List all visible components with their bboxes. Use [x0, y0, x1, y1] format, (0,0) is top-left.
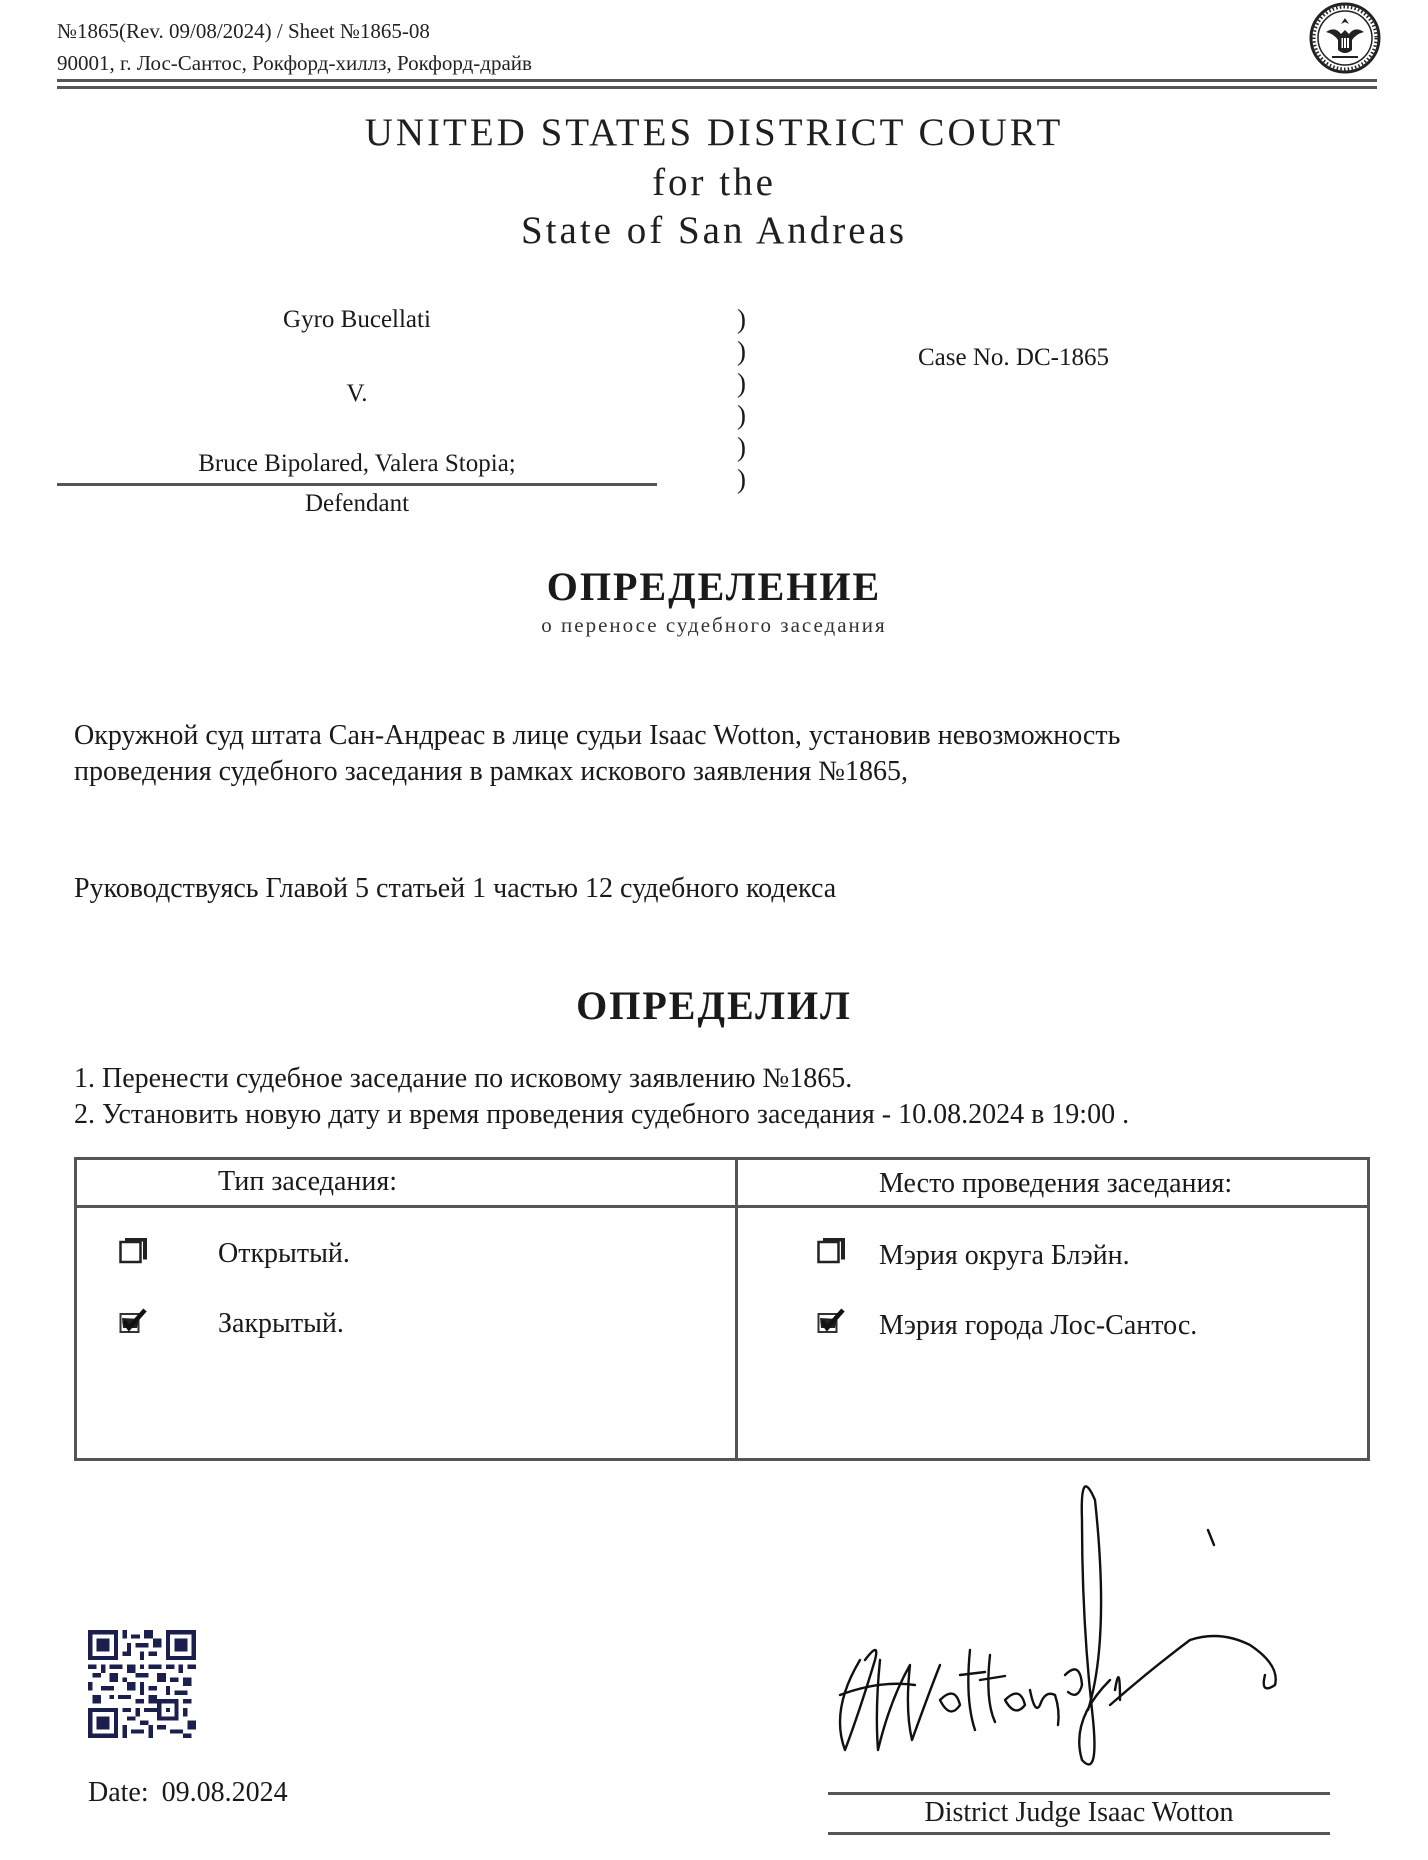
judge-title: District Judge Isaac Wotton: [924, 1797, 1234, 1828]
date-label: Date:: [88, 1777, 149, 1808]
caption-paren: ): [737, 336, 746, 366]
ruling-heading: ОПРЕДЕЛИЛ: [576, 983, 852, 1028]
caption-rule: [57, 483, 657, 486]
header-rule-top: [57, 79, 1377, 82]
checkbox-checked-icon[interactable]: [817, 1308, 845, 1336]
court-seal-icon: [1308, 2, 1382, 74]
court-state: State of San Andreas: [520, 209, 907, 252]
session-table: [74, 1157, 1370, 1461]
checkbox-unchecked-icon[interactable]: [817, 1238, 845, 1266]
caption-paren: ): [737, 368, 746, 398]
body-paragraph-1-line-2: проведения судебного заседания в рамках искового заявления №1865,: [74, 756, 909, 787]
defendant-label: Defendant: [304, 490, 410, 517]
session-type-header: Тип заседания:: [218, 1166, 397, 1197]
session-type-closed[interactable]: Закрытый.: [218, 1308, 344, 1339]
document-reference: №1865(Rev. 09/08/2024) / Sheet №1865-08: [57, 19, 430, 43]
session-place-los-santos[interactable]: Мэрия города Лос-Сантос.: [879, 1310, 1198, 1341]
table-divider-horizontal: [77, 1205, 1367, 1208]
defendant-names: Bruce Bipolared, Valera Stopia;: [198, 450, 516, 477]
checkbox-checked-icon[interactable]: [119, 1308, 147, 1336]
body-paragraph-1-line-1: Окружной суд штата Сан-Андреас в лице судьи Isaac Wotton, установив невозможность: [74, 720, 1121, 751]
date-line: [88, 1777, 288, 1809]
qr-code-icon: [88, 1630, 196, 1738]
plaintiff-name: Gyro Bucellati: [283, 306, 431, 333]
date-value: 09.08.2024: [161, 1777, 288, 1808]
court-address: 90001, г. Лос-Сантос, Рокфорд-хиллз, Рокфорд-драйв: [57, 51, 532, 75]
document-subtitle: о переносе судебного заседания: [541, 613, 887, 637]
body-paragraph-2: Руководствуясь Главой 5 статьей 1 частью 12 судебного кодекса: [74, 873, 837, 904]
session-type-open[interactable]: Открытый.: [218, 1238, 350, 1269]
court-for-the: for the: [652, 161, 776, 204]
caption-paren: ): [737, 432, 746, 462]
caption-paren: ): [737, 400, 746, 430]
signature-rule-bottom: [828, 1832, 1330, 1835]
header-rule-bottom: [57, 86, 1377, 89]
signature-image: [820, 1460, 1320, 1790]
versus-label: V.: [346, 380, 368, 407]
case-number: Case No. DC-1865: [918, 344, 1109, 371]
session-place-header: Место проведения заседания:: [879, 1168, 1233, 1199]
signature-rule-top: [828, 1792, 1330, 1795]
court-name: UNITED STATES DISTRICT COURT: [364, 111, 1064, 154]
ruling-item-1: 1. Перенести судебное заседание по исковому заявлению №1865.: [74, 1063, 853, 1094]
session-place-blaine[interactable]: Мэрия округа Блэйн.: [879, 1240, 1130, 1271]
document-title: ОПРЕДЕЛЕНИЕ: [546, 564, 882, 609]
checkbox-unchecked-icon[interactable]: [119, 1238, 147, 1266]
caption-paren: ): [737, 464, 746, 494]
caption-paren: ): [737, 304, 746, 334]
ruling-item-2: 2. Установить новую дату и время проведения судебного заседания - 10.08.2024 в 19:00 .: [74, 1099, 1130, 1130]
